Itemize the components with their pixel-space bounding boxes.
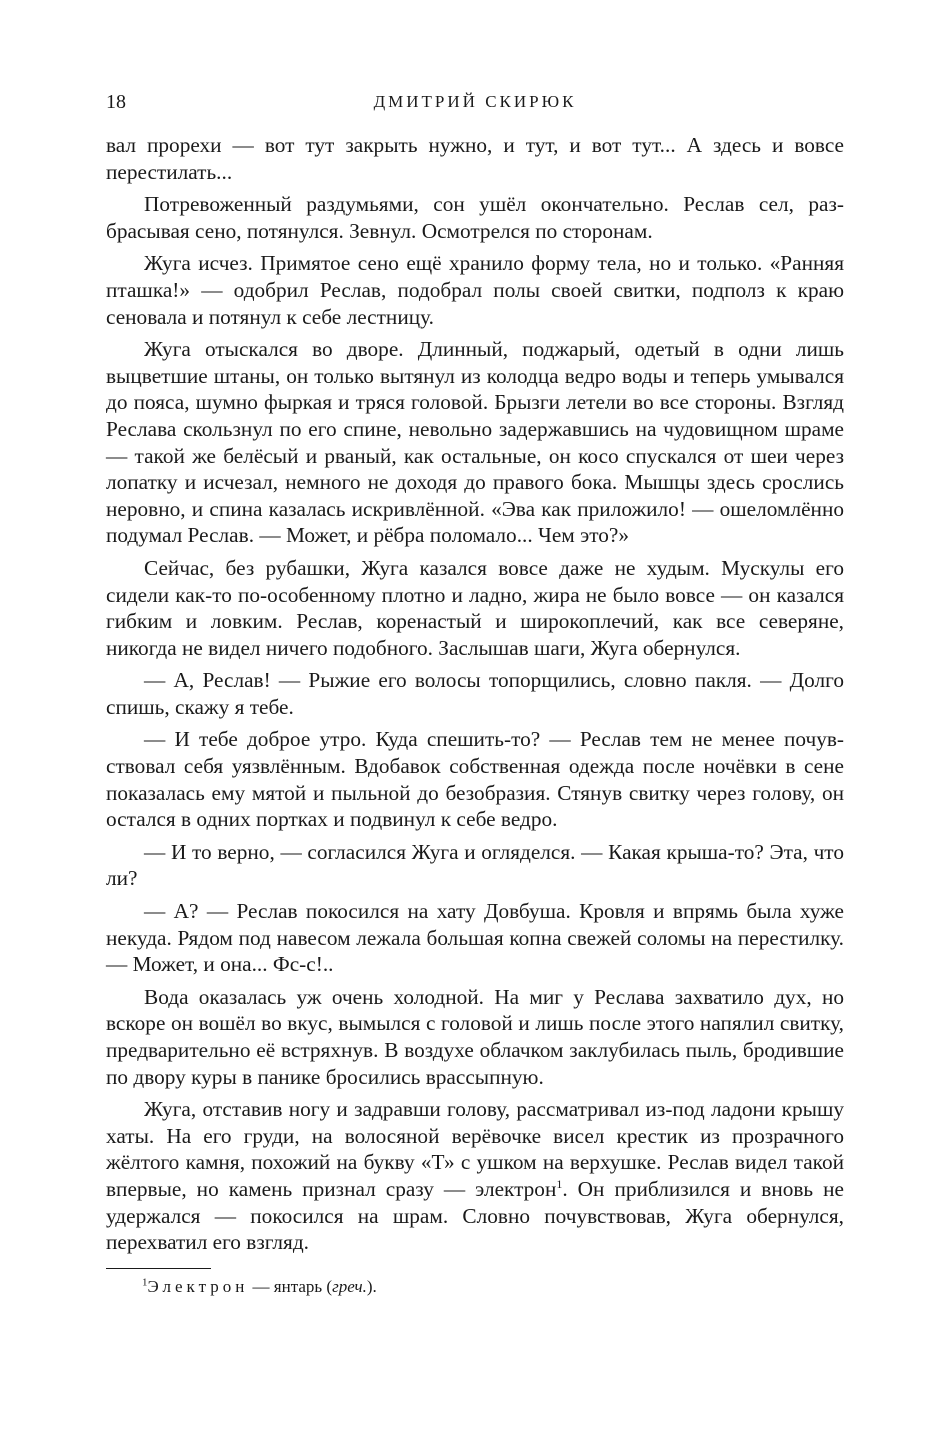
footnote-divider	[106, 1268, 211, 1269]
paragraph-with-footnote	[106, 1096, 844, 1256]
paragraph: вал прорехи — вот тут закрыть нужно, и тут, и вот тут... А здесь и вовсе перестилать...	[106, 133, 844, 184]
paragraph: Сейчас, без рубашки, Жуга казался вовсе даже не худым. Мускулы его сидели как-то по-особенному плотно и ладно, жира не было вовсе — он казался гибким и ловким. Реслав, коренастый и широкоплечий, как все северяне, никогда не видел ничего подобного. Заслышав шаги, Жуга обернулся.	[106, 555, 844, 660]
body-text	[106, 132, 844, 1256]
paragraph: — А? — Реслав покосился на хату Довбуша. Кровля и впрямь была хуже некуда. Рядом под навесом лежала большая копна свежей соломы на перестилку. — Может, и она... Фс-с!..	[106, 899, 844, 977]
footnote	[106, 1275, 844, 1299]
paragraph: Вода оказалась уж очень холодной. На миг у Реслава захватило дух, но вскоре он вошёл во вкус, вымылся с головой и лишь после этого напялил свитку, предварительно её встряхнув. В воздухе облачком заклубилась пыль, бродившие по двору куры в панике бросились врассыпную.	[106, 984, 844, 1089]
footnote-mark: 1	[142, 1276, 148, 1289]
book-page	[106, 88, 844, 1299]
page-number: 18	[106, 91, 126, 113]
paragraph-text-continued: . Он приблизился и вновь не удержался — покосился на шрам. Словно почувствовав, Жуга обернулся, перехватил его взгляд.	[106, 1176, 844, 1255]
paragraph: Потревоженный раздумьями, сон ушёл окончательно. Реслав сел, разбрасывая сено, потянулся. Зевнул. Осмотрелся по сторонам.	[106, 192, 844, 243]
paragraph: — А, Реслав! — Рыжие его волосы топорщились, словно пакля. — Долго спишь, скажу я тебе.	[106, 668, 844, 719]
footnote-reference[interactable]: 1	[556, 1176, 563, 1191]
paragraph: — И то верно, — согласился Жуга и огляделся. — Какая крыша-то? Эта, что ли?	[106, 839, 844, 891]
paragraph: — И тебе доброе утро. Куда спешить-то? — Реслав тем не менее почувствовал себя уязвлённым. Вдобавок собственная одежда после ночёвки в сене показалась ему мятой и пыльной до безобразия. Стянув свитку через голову, он остался в одних портках и подвинул к себе ведро.	[106, 727, 844, 832]
page-header	[106, 88, 844, 116]
footnote-close: ).	[366, 1276, 377, 1296]
footnote-language: греч.	[332, 1276, 367, 1296]
paragraph-text: Жуга, отставив ногу и задравши голову, рассматривал из-под ладони крышу хаты. На его груди, на волосяной верёвочке висел крестик из прозрачного жёлтого камня, похожий на букву «Т» с ушком на верхушке. Реслав видел такой впервые, но камень признал сразу — электрон	[106, 1097, 844, 1201]
paragraph: Жуга отыскался во дворе. Длинный, поджарый, одетый в одни лишь выцветшие штаны, он только вытянул из колодца ведро воды и теперь умывался до пояса, шумно фыркая и тряся головой. Брызги летели во все стороны. Взгляд Реслава скользнул по его спине, невольно задержавшись на чудовищном шраме — такой же белёсый и рваный, как остальные, он косо спускался от шеи через лопатку и исчезал, немного не доходя до правого бока. Мышцы здесь срослись неровно, и спина казалась искривлённой. «Эва как приложило! — ошеломлённо подумал Реслав. — Может, и рёбра поломало... Чем это?»	[106, 337, 844, 548]
paragraph: Жуга исчез. Примятое сено ещё хранило форму тела, но и только. «Ранняя пташка!» — одобрил Реслав, подобрал полы своей свитки, подполз к краю сеновала и потянул к себе лестницу.	[106, 251, 844, 329]
running-head: ДМИТРИЙ СКИРЮК	[373, 92, 577, 111]
footnote-definition: — янтарь (	[248, 1276, 333, 1296]
footnote-term: Электрон	[147, 1276, 249, 1296]
